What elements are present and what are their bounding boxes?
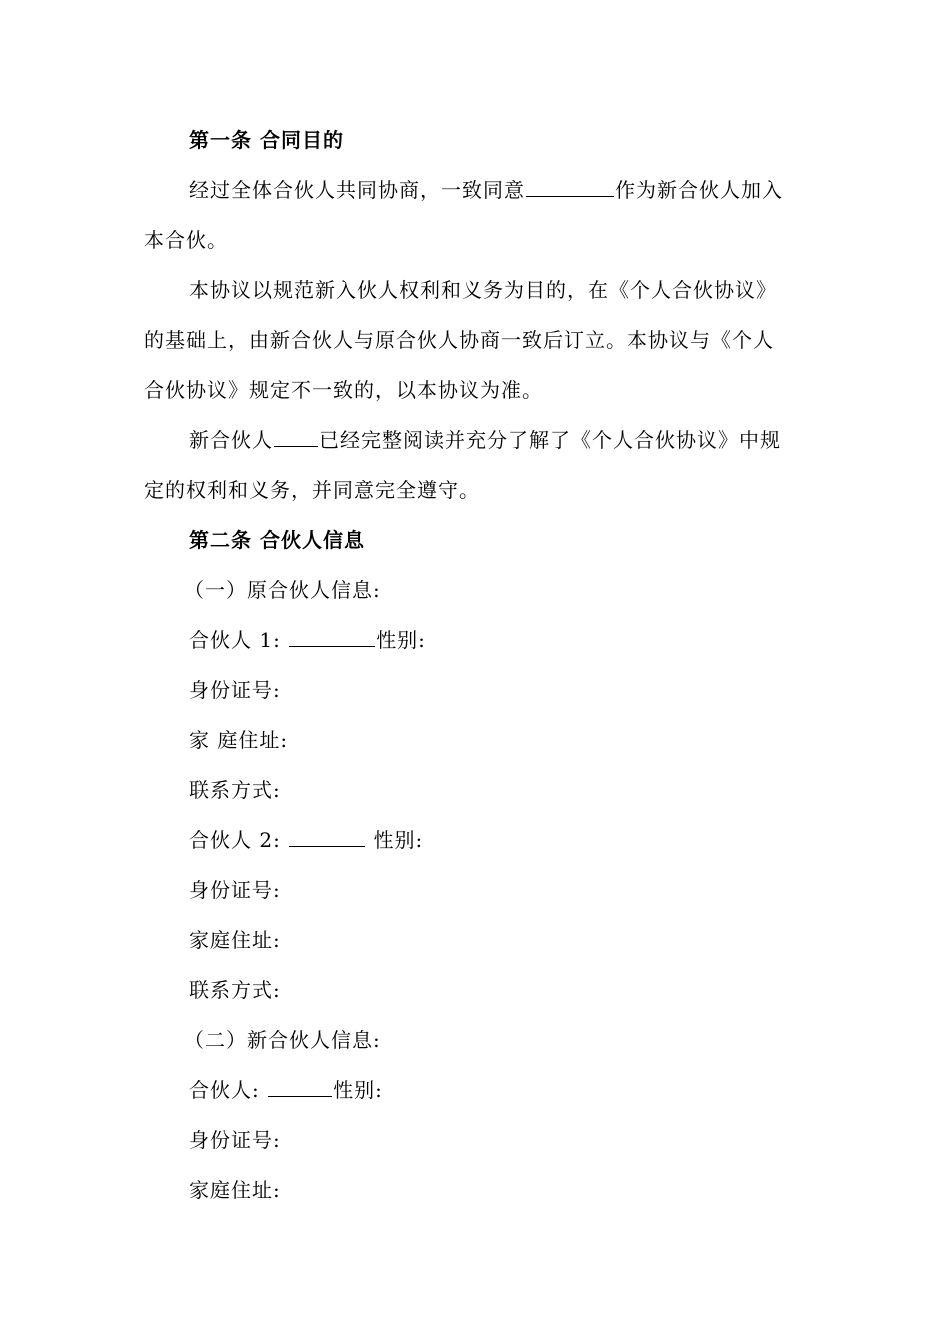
partner2-address-label: 家庭住址:: [189, 928, 281, 952]
paragraph-text: 作为新合伙人加入: [615, 178, 783, 202]
article1-paragraph2-line2: 的基础上，由新合伙人与原合伙人协商一致后订立。本协议与《个人: [144, 328, 774, 352]
partner2-id-label: 身份证号:: [189, 878, 281, 902]
partner1-id-label: 身份证号:: [189, 678, 281, 702]
partner2-name-blank[interactable]: [289, 826, 365, 847]
partner1-name-label: 合伙人 1:: [189, 628, 281, 652]
new-partner-blank[interactable]: [274, 426, 318, 447]
new-partner-name-blank[interactable]: [526, 176, 614, 197]
partner1-gender-label: 性别:: [376, 628, 426, 652]
new-partner-address-label: 家庭住址:: [189, 1178, 281, 1202]
new-partner-name-row: [189, 1076, 383, 1104]
partner1-name-row: [189, 626, 426, 654]
new-partner-name-field-blank[interactable]: [268, 1076, 332, 1097]
article1-paragraph2-line3: 合伙协议》规定不一致的，以本协议为准。: [144, 378, 543, 402]
new-partner-gender-label: 性别:: [333, 1078, 383, 1102]
original-partners-section-title: （一）原合伙人信息:: [184, 578, 381, 602]
article1-paragraph1-line2: 本合伙。: [144, 228, 228, 252]
new-partner-section-title: （二）新合伙人信息:: [184, 1028, 381, 1052]
partner2-contact-label: 联系方式:: [189, 978, 281, 1002]
article1-paragraph2-line1: 本协议以规范新入伙人权利和义务为目的，在《个人合伙协议》: [189, 278, 777, 302]
partner1-name-blank[interactable]: [289, 626, 375, 647]
partner1-address-label: 家 庭住址:: [189, 728, 289, 752]
partner2-gender-label: 性别:: [373, 828, 424, 852]
partner2-name-row: [189, 826, 423, 854]
article2-heading: 第二条 合伙人信息: [189, 528, 365, 552]
paragraph-text: 新合伙人: [189, 428, 273, 452]
new-partner-name-label: 合伙人:: [189, 1078, 260, 1102]
article1-heading: 第一条 合同目的: [189, 128, 344, 152]
article1-paragraph1-line1: [189, 176, 783, 204]
partner1-contact-label: 联系方式:: [189, 778, 281, 802]
article1-paragraph3-line1: [189, 426, 781, 454]
paragraph-text: 已经完整阅读并充分了解了《个人合伙协议》中规: [319, 428, 781, 452]
paragraph-text: 经过全体合伙人共同协商，一致同意: [189, 178, 525, 202]
partner2-name-label: 合伙人 2:: [189, 828, 281, 852]
new-partner-id-label: 身份证号:: [189, 1128, 281, 1152]
article1-paragraph3-line2: 定的权利和义务，并同意完全遵守。: [144, 478, 480, 502]
